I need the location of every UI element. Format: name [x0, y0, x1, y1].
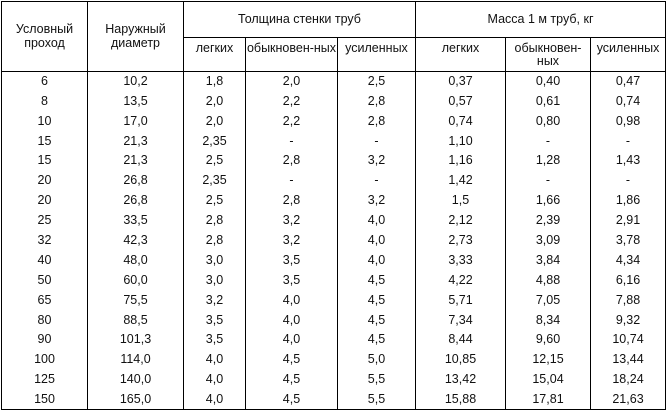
cell-wall-light: 1,8 — [184, 72, 246, 92]
cell-wall-light: 2,8 — [184, 211, 246, 231]
cell-mass-ordinary: 12,15 — [506, 350, 591, 370]
cell-mass-reinforced: 6,16 — [591, 270, 666, 290]
cell-mass-reinforced: 10,74 — [591, 330, 666, 350]
cell-wall-ordinary: - — [246, 131, 338, 151]
table-header — [2, 2, 666, 72]
cell-mass-reinforced: 1,86 — [591, 191, 666, 211]
cell-wall-ordinary: 3,2 — [246, 211, 338, 231]
cell-wall-reinforced: 4,0 — [338, 231, 416, 251]
header-mass-ordinary: обыкновен-ных — [506, 38, 591, 72]
cell-wall-light: 3,5 — [184, 310, 246, 330]
cell-outer-diameter: 26,8 — [88, 191, 184, 211]
cell-wall-reinforced: 4,5 — [338, 330, 416, 350]
cell-nominal-bore: 20 — [2, 171, 88, 191]
cell-wall-light: 4,0 — [184, 390, 246, 410]
cell-wall-ordinary: 2,8 — [246, 151, 338, 171]
cell-nominal-bore: 125 — [2, 370, 88, 390]
cell-mass-reinforced: 18,24 — [591, 370, 666, 390]
cell-mass-reinforced: 1,43 — [591, 151, 666, 171]
cell-outer-diameter: 101,3 — [88, 330, 184, 350]
cell-nominal-bore: 10 — [2, 111, 88, 131]
cell-mass-light: 13,42 — [416, 370, 506, 390]
table-row — [2, 330, 666, 350]
cell-outer-diameter: 114,0 — [88, 350, 184, 370]
cell-nominal-bore: 50 — [2, 270, 88, 290]
cell-outer-diameter: 60,0 — [88, 270, 184, 290]
cell-wall-light: 2,0 — [184, 91, 246, 111]
cell-wall-reinforced: 2,8 — [338, 111, 416, 131]
cell-mass-light: 1,42 — [416, 171, 506, 191]
cell-wall-ordinary: 3,5 — [246, 251, 338, 271]
cell-mass-light: 15,88 — [416, 390, 506, 410]
cell-wall-reinforced: 5,5 — [338, 370, 416, 390]
cell-nominal-bore: 40 — [2, 251, 88, 271]
cell-mass-ordinary: - — [506, 131, 591, 151]
cell-wall-light: 3,5 — [184, 330, 246, 350]
cell-mass-reinforced: 0,47 — [591, 72, 666, 92]
cell-wall-reinforced: 4,0 — [338, 211, 416, 231]
cell-mass-light: 10,85 — [416, 350, 506, 370]
cell-wall-ordinary: - — [246, 171, 338, 191]
cell-wall-reinforced: - — [338, 131, 416, 151]
cell-mass-light: 0,37 — [416, 72, 506, 92]
cell-nominal-bore: 20 — [2, 191, 88, 211]
cell-wall-light: 4,0 — [184, 370, 246, 390]
cell-wall-ordinary: 4,5 — [246, 390, 338, 410]
cell-outer-diameter: 13,5 — [88, 91, 184, 111]
cell-wall-reinforced: - — [338, 171, 416, 191]
table-row — [2, 131, 666, 151]
table-row — [2, 111, 666, 131]
cell-mass-reinforced: - — [591, 171, 666, 191]
cell-wall-light: 3,2 — [184, 290, 246, 310]
cell-mass-light: 1,10 — [416, 131, 506, 151]
cell-mass-reinforced: 7,88 — [591, 290, 666, 310]
table-row — [2, 91, 666, 111]
cell-mass-ordinary: 0,40 — [506, 72, 591, 92]
cell-wall-ordinary: 3,2 — [246, 231, 338, 251]
cell-mass-ordinary: 4,88 — [506, 270, 591, 290]
cell-wall-ordinary: 2,2 — [246, 111, 338, 131]
cell-mass-ordinary: 0,80 — [506, 111, 591, 131]
cell-wall-light: 2,5 — [184, 191, 246, 211]
cell-wall-reinforced: 5,0 — [338, 350, 416, 370]
cell-nominal-bore: 8 — [2, 91, 88, 111]
cell-mass-reinforced: 0,98 — [591, 111, 666, 131]
cell-mass-reinforced: 0,74 — [591, 91, 666, 111]
cell-wall-ordinary: 4,5 — [246, 370, 338, 390]
cell-mass-ordinary: 1,66 — [506, 191, 591, 211]
cell-wall-reinforced: 2,8 — [338, 91, 416, 111]
cell-mass-ordinary: 8,34 — [506, 310, 591, 330]
table-row — [2, 390, 666, 410]
cell-mass-ordinary: 0,61 — [506, 91, 591, 111]
cell-mass-light: 2,73 — [416, 231, 506, 251]
cell-mass-light: 1,16 — [416, 151, 506, 171]
cell-mass-ordinary: 3,84 — [506, 251, 591, 271]
cell-mass-ordinary: 9,60 — [506, 330, 591, 350]
header-wall-reinforced: усиленных — [338, 38, 416, 72]
cell-wall-ordinary: 3,5 — [246, 270, 338, 290]
cell-mass-reinforced: 13,44 — [591, 350, 666, 370]
cell-wall-light: 2,8 — [184, 231, 246, 251]
cell-outer-diameter: 21,3 — [88, 131, 184, 151]
cell-wall-ordinary: 2,8 — [246, 191, 338, 211]
cell-mass-light: 3,33 — [416, 251, 506, 271]
cell-nominal-bore: 150 — [2, 390, 88, 410]
table-row — [2, 290, 666, 310]
cell-outer-diameter: 17,0 — [88, 111, 184, 131]
header-wall-ordinary: обыкновен-ных — [246, 38, 338, 72]
table-row — [2, 251, 666, 271]
cell-wall-reinforced: 3,2 — [338, 191, 416, 211]
header-wall-thickness: Толщина стенки труб — [184, 2, 416, 38]
cell-mass-light: 0,57 — [416, 91, 506, 111]
cell-mass-ordinary: 2,39 — [506, 211, 591, 231]
cell-outer-diameter: 48,0 — [88, 251, 184, 271]
table-row — [2, 151, 666, 171]
table-row — [2, 72, 666, 92]
cell-nominal-bore: 65 — [2, 290, 88, 310]
cell-wall-ordinary: 4,0 — [246, 290, 338, 310]
cell-wall-reinforced: 3,2 — [338, 151, 416, 171]
cell-wall-light: 2,5 — [184, 151, 246, 171]
cell-mass-light: 0,74 — [416, 111, 506, 131]
cell-mass-reinforced: - — [591, 131, 666, 151]
cell-mass-ordinary: 3,09 — [506, 231, 591, 251]
cell-mass-light: 1,5 — [416, 191, 506, 211]
table-body — [2, 72, 666, 410]
cell-nominal-bore: 25 — [2, 211, 88, 231]
cell-nominal-bore: 15 — [2, 151, 88, 171]
table-row — [2, 211, 666, 231]
table-row — [2, 310, 666, 330]
cell-mass-ordinary: 17,81 — [506, 390, 591, 410]
cell-wall-light: 2,35 — [184, 131, 246, 151]
cell-nominal-bore: 15 — [2, 131, 88, 151]
cell-wall-light: 3,0 — [184, 251, 246, 271]
cell-wall-ordinary: 4,0 — [246, 310, 338, 330]
cell-outer-diameter: 42,3 — [88, 231, 184, 251]
cell-mass-light: 2,12 — [416, 211, 506, 231]
cell-nominal-bore: 80 — [2, 310, 88, 330]
header-mass-per-meter: Масса 1 м труб, кг — [416, 2, 666, 38]
table-row — [2, 231, 666, 251]
cell-wall-reinforced: 5,5 — [338, 390, 416, 410]
cell-mass-ordinary: - — [506, 171, 591, 191]
cell-wall-reinforced: 4,5 — [338, 310, 416, 330]
cell-outer-diameter: 165,0 — [88, 390, 184, 410]
cell-nominal-bore: 6 — [2, 72, 88, 92]
cell-wall-ordinary: 2,2 — [246, 91, 338, 111]
cell-wall-light: 2,35 — [184, 171, 246, 191]
pipe-dimensions-table — [1, 1, 666, 410]
cell-outer-diameter: 10,2 — [88, 72, 184, 92]
cell-wall-reinforced: 4,5 — [338, 270, 416, 290]
header-mass-reinforced: усиленных — [591, 38, 666, 72]
cell-wall-ordinary: 4,5 — [246, 350, 338, 370]
cell-wall-light: 3,0 — [184, 270, 246, 290]
header-mass-light: легких — [416, 38, 506, 72]
header-outer-diameter: Наружный диаметр — [88, 2, 184, 72]
cell-mass-ordinary: 1,28 — [506, 151, 591, 171]
cell-mass-reinforced: 3,78 — [591, 231, 666, 251]
cell-outer-diameter: 33,5 — [88, 211, 184, 231]
cell-wall-reinforced: 2,5 — [338, 72, 416, 92]
cell-wall-ordinary: 4,0 — [246, 330, 338, 350]
table-row — [2, 350, 666, 370]
cell-mass-light: 5,71 — [416, 290, 506, 310]
header-wall-light: легких — [184, 38, 246, 72]
cell-wall-light: 2,0 — [184, 111, 246, 131]
table-row — [2, 191, 666, 211]
cell-wall-reinforced: 4,0 — [338, 251, 416, 271]
cell-wall-reinforced: 4,5 — [338, 290, 416, 310]
cell-nominal-bore: 90 — [2, 330, 88, 350]
cell-outer-diameter: 75,5 — [88, 290, 184, 310]
cell-wall-ordinary: 2,0 — [246, 72, 338, 92]
cell-outer-diameter: 140,0 — [88, 370, 184, 390]
cell-mass-reinforced: 2,91 — [591, 211, 666, 231]
cell-nominal-bore: 100 — [2, 350, 88, 370]
cell-outer-diameter: 21,3 — [88, 151, 184, 171]
header-nominal-bore: Условный проход — [2, 2, 88, 72]
cell-mass-ordinary: 7,05 — [506, 290, 591, 310]
cell-mass-reinforced: 21,63 — [591, 390, 666, 410]
cell-mass-reinforced: 4,34 — [591, 251, 666, 271]
cell-mass-light: 4,22 — [416, 270, 506, 290]
cell-nominal-bore: 32 — [2, 231, 88, 251]
cell-mass-ordinary: 15,04 — [506, 370, 591, 390]
table-row — [2, 270, 666, 290]
cell-mass-reinforced: 9,32 — [591, 310, 666, 330]
cell-outer-diameter: 88,5 — [88, 310, 184, 330]
cell-mass-light: 8,44 — [416, 330, 506, 350]
cell-mass-light: 7,34 — [416, 310, 506, 330]
cell-outer-diameter: 26,8 — [88, 171, 184, 191]
table-row — [2, 171, 666, 191]
table-row — [2, 370, 666, 390]
cell-wall-light: 4,0 — [184, 350, 246, 370]
